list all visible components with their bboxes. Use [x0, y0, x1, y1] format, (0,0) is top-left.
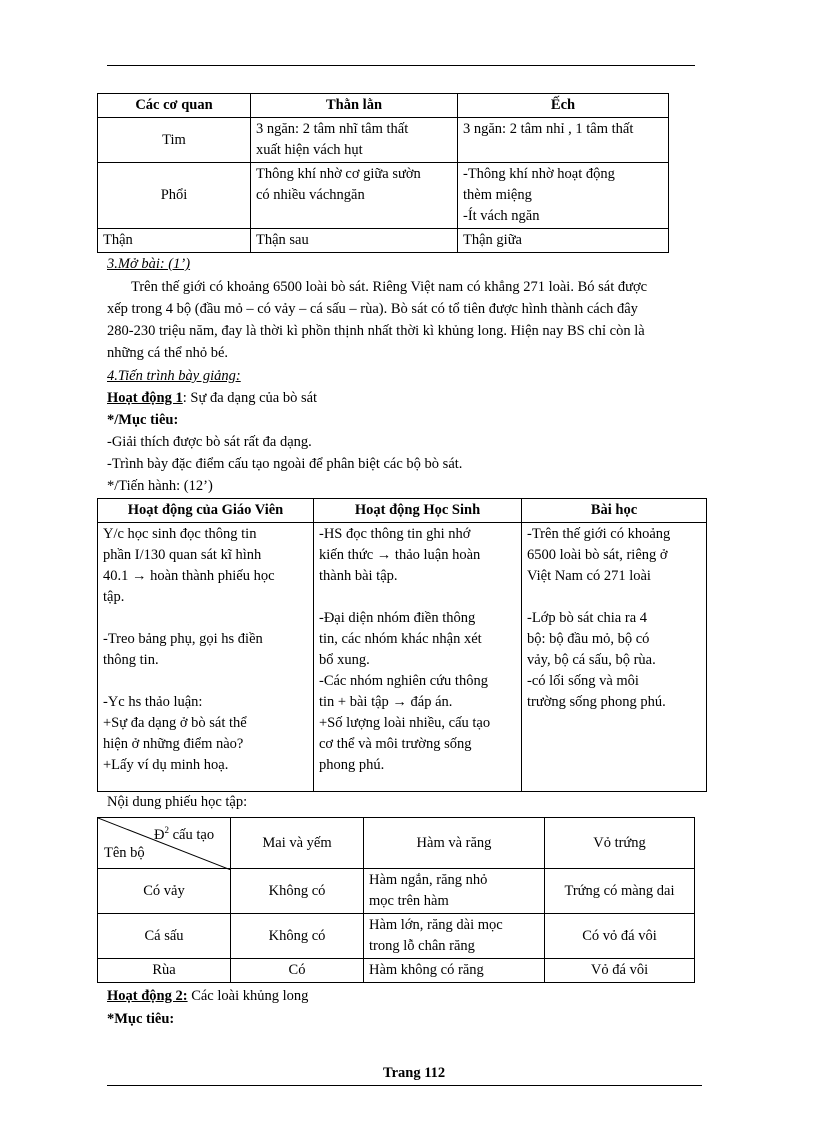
table-row: [98, 869, 695, 914]
header-rule: [107, 65, 695, 66]
col-header: Hoạt động Học Sinh: [314, 499, 522, 523]
corner-cell: $Đ^2$ cấu tạo Tên bộ: [98, 818, 231, 869]
table-row: [98, 229, 669, 253]
col-header: Bài học: [522, 499, 707, 523]
activity-table: [97, 498, 707, 792]
table-row: [98, 959, 695, 983]
egg-cell: Vỏ đá vôi: [545, 959, 695, 983]
activity-heading: Hoạt động 2: Các loài khủng long: [107, 988, 309, 1004]
goal-label: *Mục tiêu:: [107, 1011, 175, 1027]
col-header: Thằn lằn: [251, 94, 458, 118]
col-header: Hoạt động của Giáo Viên: [98, 499, 314, 523]
section-heading: 3.Mở bài: (1’): [107, 256, 191, 272]
col-header: Vỏ trứng: [545, 818, 695, 869]
page-number: Trang 112: [383, 1065, 446, 1081]
organ-cell: Phổi: [98, 163, 251, 229]
organ-cell: Tim: [98, 118, 251, 163]
shell-cell: Không có: [231, 869, 364, 914]
footer-rule: [107, 1085, 702, 1086]
col-header: Các cơ quan: [98, 94, 251, 118]
student-cell: -HS đọc thông tin ghi nhớ kiến thức → thảo luận hoàn thành bài tập. -Đại diện nhóm điền thông tin, các nhóm khác nhận xét bổ xung. -Các nhóm nghiên cứu thông tin + bài tập → đáp án. +Số lượng loài nhiều, cấu tạo cơ thể và môi trường sống phong phú.: [314, 523, 522, 792]
goal-item: -Trình bày đặc điểm cấu tạo ngoài để phân biệt các bộ bò sát.: [107, 456, 463, 472]
worksheet-caption: Nội dung phiếu học tập:: [107, 794, 248, 810]
intro-paragraph: Trên thế giới có khoảng 6500 loài bò sát. Riêng Việt nam có khẳng 271 loài. Bó sát được xếp trong 4 bộ (đầu mỏ – có vảy – cá sấu – rùa). Bò sát có tổ tiên được hình thành cách đây 280-230 triệu năm, đay là thời kì phồn thịnh nhất thời kì khủng long. Hiện nay BS chỉ còn là những cá thể nhỏ bé.: [107, 279, 648, 361]
frog-cell: 3 ngăn: 2 tâm nhỉ , 1 tâm thất: [458, 118, 669, 163]
teacher-cell: Y/c học sinh đọc thông tin phần I/130 quan sát kĩ hình 40.1 → hoàn thành phiếu học tập. -Treo bảng phụ, gọi hs điền thông tin. -Yc hs thảo luận: +Sự đa dạng ở bò sát thể hiện ở những điểm nào? +Lấy ví dụ minh hoạ.: [98, 523, 314, 792]
table-row: [98, 523, 707, 792]
goal-item: -Giải thích được bò sát rất đa dạng.: [107, 434, 312, 450]
worksheet-table: [97, 817, 695, 983]
goal-label: */Mục tiêu:: [107, 412, 179, 428]
frog-cell: -Thông khí nhờ hoạt động thèm miệng -Ít vách ngăn: [458, 163, 669, 229]
procedure-label: */Tiến hành: (12’): [107, 478, 213, 494]
jaw-cell: Hàm lớn, răng dài mọc trong lỗ chân răng: [364, 914, 545, 959]
egg-cell: Có vỏ đá vôi: [545, 914, 695, 959]
col-header: Mai và yếm: [231, 818, 364, 869]
organ-comparison-table: [97, 93, 669, 253]
order-name: Có vảy: [98, 869, 231, 914]
table-row: [98, 914, 695, 959]
lizard-cell: Thông khí nhờ cơ giữa sườn có nhiều váchngăn: [251, 163, 458, 229]
frog-cell: Thận giữa: [458, 229, 669, 253]
jaw-cell: Hàm không có răng: [364, 959, 545, 983]
shell-cell: Không có: [231, 914, 364, 959]
table-row: [98, 163, 669, 229]
jaw-cell: Hàm ngắn, răng nhỏ mọc trên hàm: [364, 869, 545, 914]
section-heading: 4.Tiến trình bày giảng:: [107, 368, 241, 384]
shell-cell: Có: [231, 959, 364, 983]
lizard-cell: 3 ngăn: 2 tâm nhĩ tâm thất xuất hiện vách hụt: [251, 118, 458, 163]
organ-cell: Thận: [98, 229, 251, 253]
egg-cell: Trứng có màng dai: [545, 869, 695, 914]
col-header: Hàm và răng: [364, 818, 545, 869]
table-row: [98, 118, 669, 163]
col-header: Ếch: [458, 94, 669, 118]
order-name: Cá sấu: [98, 914, 231, 959]
order-name: Rùa: [98, 959, 231, 983]
lesson-cell: -Trên thế giới có khoảng 6500 loài bò sát, riêng ở Việt Nam có 271 loài -Lớp bò sát chia ra 4 bộ: bộ đầu mỏ, bộ có vảy, bộ cá sấu, bộ rùa. -có lối sống và môi trường sống phong phú.: [522, 523, 707, 792]
activity-heading: Hoạt động 1: Sự đa dạng của bò sát: [107, 390, 318, 406]
lizard-cell: Thận sau: [251, 229, 458, 253]
